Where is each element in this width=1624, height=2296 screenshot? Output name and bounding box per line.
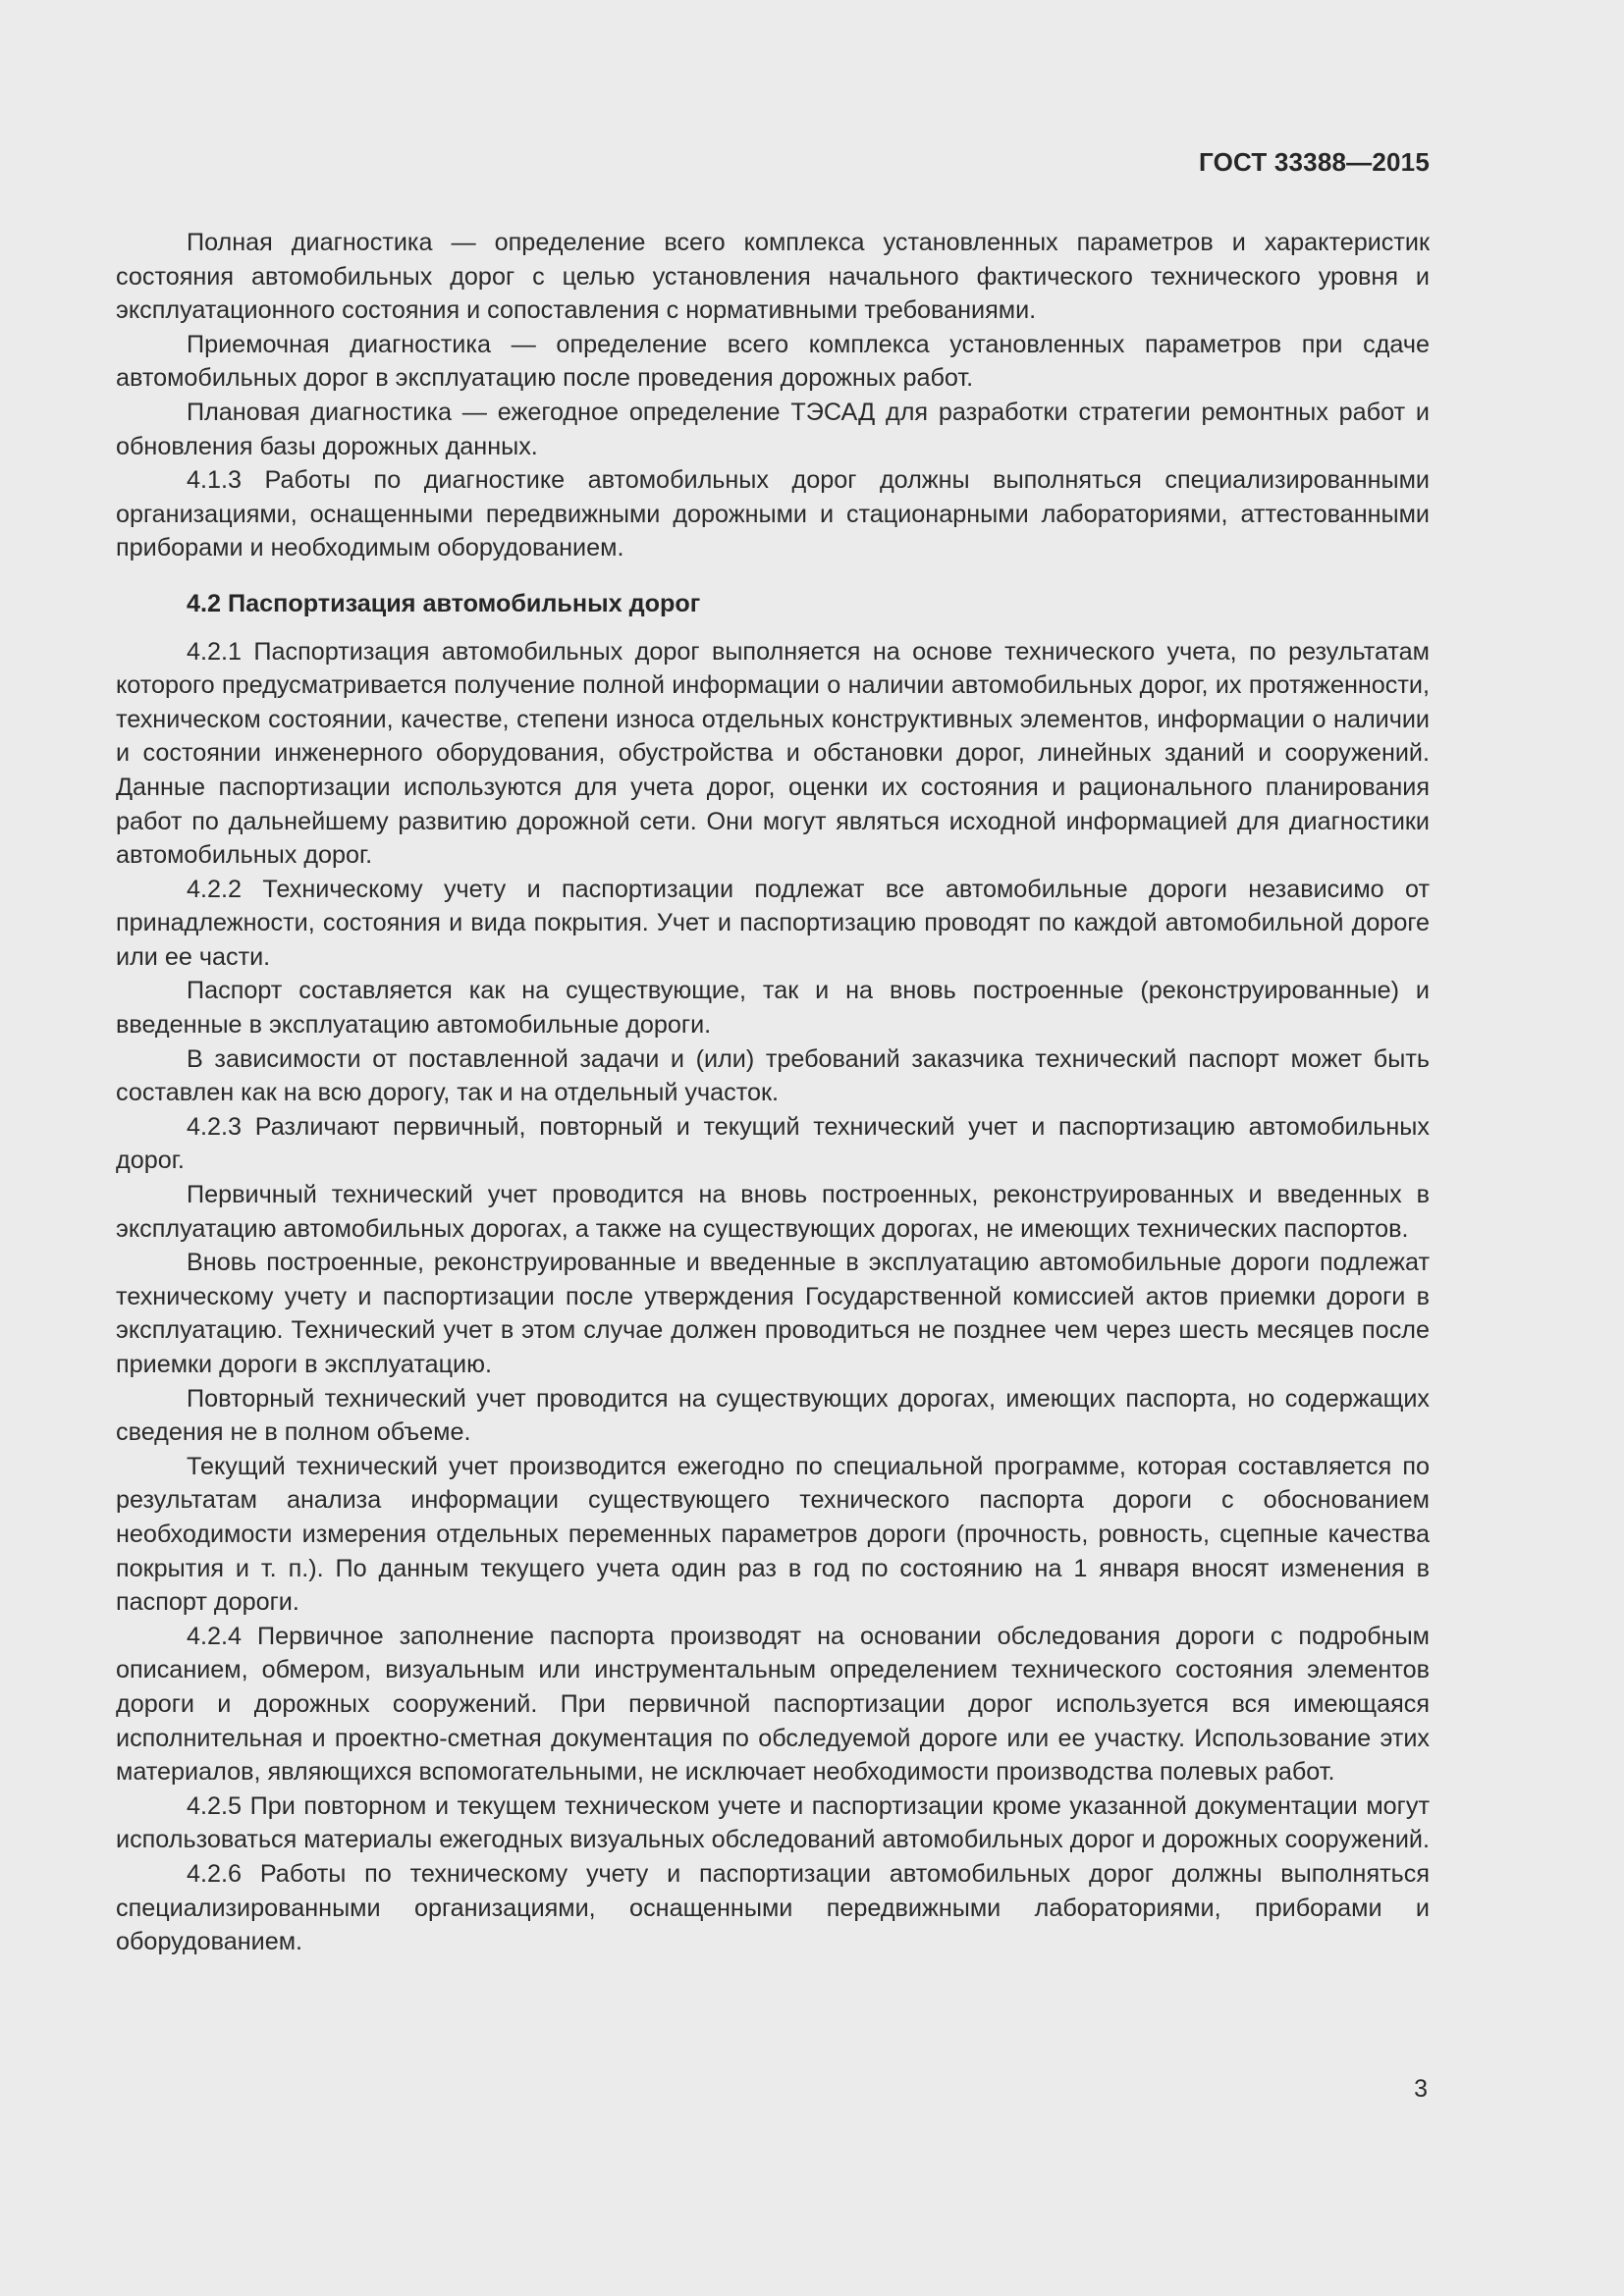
paragraph: 4.2.3 Различают первичный, повторный и текущий технический учет и паспортизацию автомобильных дорог.: [116, 1112, 1430, 1175]
paragraph: Полная диагностика — определение всего комплекса установленных параметров и характеристик состояния автомобильных дорог с целью установления начального фактического технического уровня и эксплуатационного состояния и сопоставления с нормативными требованиями.: [116, 229, 1430, 325]
paragraph: 4.2.5 При повторном и текущем техническом учете и паспортизации кроме указанной документации могут использоваться материалы ежегодных визуальных обследований автомобильных дорог и дорожных сооружений.: [116, 1791, 1430, 1854]
paragraph: Плановая диагностика — ежегодное определение ТЭСАД для разработки стратегии ремонтных работ и обновления базы дорожных данных.: [116, 398, 1430, 460]
paragraph: 4.2.1 Паспортизация автомобильных дорог выполняется на основе технического учета, по результатам которого предусматривается получение полной информации о наличии автомобильных дорог, их протяженности, техническом состоянии, качестве, степени износа отдельных конструктивных элементов, информации о наличии и состоянии инженерного оборудования, обустройства и обстановки дорог, линейных зданий и сооружений. Данные паспортизации используются для учета дорог, оценки их состояния и рационального планирования работ по дальнейшему развитию дорожной сети. Они могут являться исходной информацией для диагностики автомобильных дорог.: [116, 637, 1430, 870]
paragraph: 4.2.4 Первичное заполнение паспорта производят на основании обследования дороги с подробным описанием, обмером, визуальным или инструментальным определением технического состояния элементов дороги и дорожных сооружений. При первичной паспортизации дорог используется вся имеющаяся исполнительная и проектно-сметная документация по обследуемой дороге или ее участку. Использование этих материалов, являющихся вспомогательными, не исключает необходимости производства полевых работ.: [116, 1622, 1430, 1787]
paragraph: Повторный технический учет проводится на существующих дорогах, имеющих паспорта, но содержащих сведения не в полном объеме.: [116, 1384, 1430, 1447]
paragraph: Паспорт составляется как на существующие, так и на вновь построенные (реконструированные) и введенные в эксплуатацию автомобильные дороги.: [116, 977, 1430, 1040]
paragraph: Первичный технический учет проводится на вновь построенных, реконструированных и введенных в эксплуатацию автомобильных дорогах, а также на существующих дорогах, не имеющих технических паспортов.: [116, 1181, 1430, 1243]
paragraph: 4.2.2 Техническому учету и паспортизации подлежат все автомобильные дороги независимо от принадлежности, состояния и вида покрытия. Учет и паспортизацию проводят по каждой автомобильной дороге или ее части.: [116, 875, 1430, 971]
section-heading: 4.2 Паспортизация автомобильных дорог: [187, 589, 701, 617]
paragraph: 4.2.6 Работы по техническому учету и паспортизации автомобильных дорог должны выполняться специализированными организациями, оснащенными передвижными лабораториями, приборами и оборудованием.: [116, 1859, 1430, 1956]
document-body: [116, 226, 1430, 1959]
paragraph: В зависимости от поставленной задачи и (или) требований заказчика технический паспорт может быть составлен как на всю дорогу, так и на отдельный участок.: [116, 1044, 1430, 1107]
paragraph: Вновь построенные, реконструированные и введенные в эксплуатацию автомобильные дороги подлежат техническому учету и паспортизации после утверждения Государственной комиссией актов приемки дороги в эксплуатацию. Технический учет в этом случае должен проводиться не позднее чем через шесть месяцев после приемки дороги в эксплуатацию.: [116, 1249, 1430, 1378]
paragraph: 4.1.3 Работы по диагностике автомобильных дорог должны выполняться специализированными организациями, оснащенными передвижными дорожными и стационарными лабораториями, аттестованными приборами и необходимым оборудованием.: [116, 466, 1430, 562]
paragraph: Приемочная диагностика — определение всего комплекса установленных параметров при сдаче автомобильных дорог в эксплуатацию после проведения дорожных работ.: [116, 330, 1430, 393]
document-code-header: ГОСТ 33388—2015: [1199, 147, 1430, 177]
page-number: 3: [1414, 2075, 1428, 2103]
paragraph: Текущий технический учет производится ежегодно по специальной программе, которая составляется по результатам анализа информации существующего технического паспорта дороги с обоснованием необходимости измерения отдельных переменных параметров дороги (прочность, ровность, сцепные качества покрытия и т. п.). По данным текущего учета один раз в год по состоянию на 1 января вносят изменения в паспорт дороги.: [116, 1452, 1430, 1617]
